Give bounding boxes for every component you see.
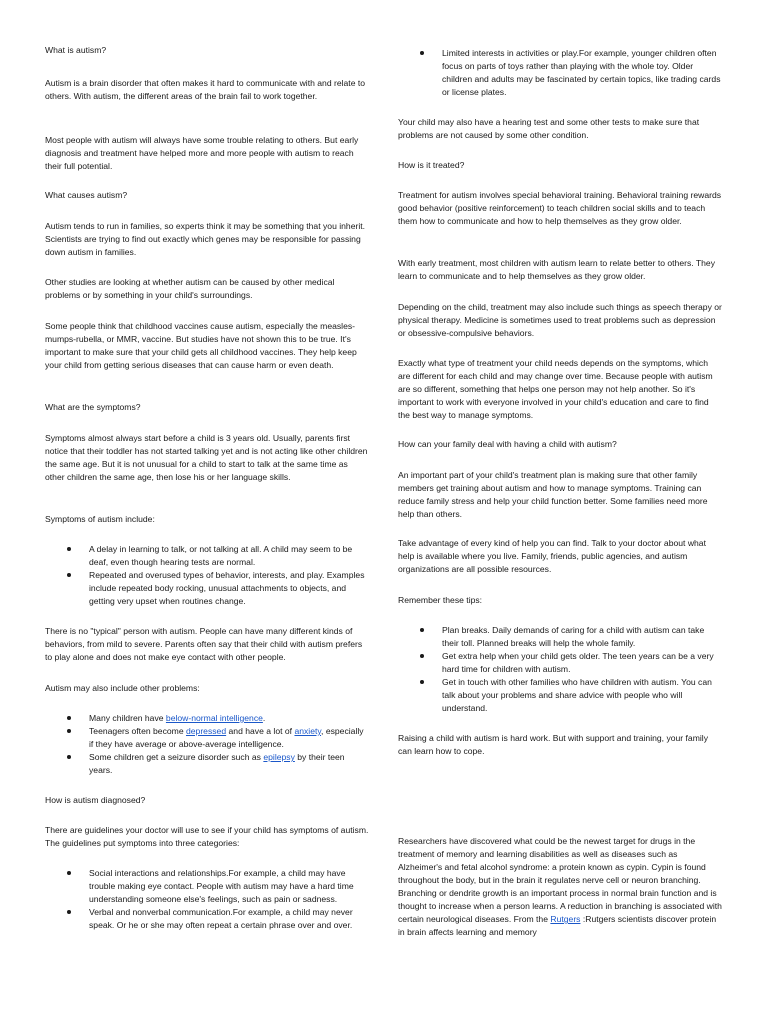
heading-how-treated: How is it treated? xyxy=(398,160,465,170)
paragraph: Your child may also have a hearing test and some other tests to make sure that problems are not caused by some other condition. xyxy=(398,117,700,140)
paragraph: There is no "typical" person with autism. People can have many different kinds of behaviors, from mild to severe. Parents often say that their child with autism prefers to play alone and does not make eye contact with other people. xyxy=(45,626,363,662)
paragraph: Some people think that childhood vaccines cause autism, especially the measles-mumps-rubella, or MMR, vaccine. But studies have not shown this to be true. It's important to make sure that your child gets all childhood vaccines. They help keep your child from getting serious diseases that can cause harm or even death. xyxy=(45,321,357,370)
paragraph-research: Researchers have discovered what could be the newest target for drugs in the treatment of memory and learning disabilities as well as diseases such as Alzheimer's and fetal alcohol syndrome: a protein known as cypin. Cypin is found throughout the body, but in the brain it regulates nerve cell or neuron branching. Branching or dendrite growth is an important process in normal brain function and is thought to increase when a person learns. A reduction in branching is associated with certain neurological diseases. From the Rutgers :Rutgers scientists discover protein in brain affects learning and memory xyxy=(398,836,722,937)
tips-list xyxy=(398,624,722,715)
link-epilepsy[interactable]: epilepsy xyxy=(263,752,295,762)
paragraph: Most people with autism will always have some trouble relating to others. But early diagnosis and treatment have helped more and more people with autism to reach their full potential. xyxy=(45,135,359,171)
heading-tips: Remember these tips: xyxy=(398,595,483,605)
paragraph: Symptoms almost always start before a child is 3 years old. Usually, parents first notice that their toddler has not started talking yet and is not acting like other children the same age. But it is not unusual for a child to start to talk at the same time as other children the same age, then lose his or her language skills. xyxy=(45,433,368,482)
link-below-normal-intelligence[interactable]: below-normal intelligence xyxy=(165,713,263,723)
list-item: Some children get a seizure disorder such as epilepsy by their teen years. xyxy=(45,751,369,777)
heading-other-problems: Autism may also include other problems: xyxy=(45,683,200,693)
paragraph: Autism is a brain disorder that often makes it hard to communicate with and relate to others. With autism, the different areas of the brain fail to work together. xyxy=(45,78,366,101)
list-item: Plan breaks. Daily demands of caring for a child with autism can take their toll. Planned breaks will help the whole family. xyxy=(398,624,722,650)
paragraph: Exactly what type of treatment your child needs depends on the symptoms, which are different for each child and may change over time. Because people with autism are so different, something that helps one person may not help another. So it's important to work with everyone involved in your child's education and care to find the best way to manage symptoms. xyxy=(398,358,713,420)
symptoms-list xyxy=(45,543,369,608)
heading-symptoms-include: Symptoms of autism include: xyxy=(45,514,155,524)
paragraph: Take advantage of every kind of help you can find. Talk to your doctor about what help is available where you live. Family, friends, public agencies, and autism organizations are all possible resources. xyxy=(398,538,706,574)
list-item: Verbal and nonverbal communication.For example, a child may never speak. Or he or she may often repeat a certain phrase over and over. xyxy=(45,906,369,932)
link-depressed[interactable]: depressed xyxy=(185,726,227,736)
heading-how-diagnosed: How is autism diagnosed? xyxy=(45,795,146,805)
paragraph: Autism tends to run in families, so experts think it may be something that you inherit. Scientists are trying to find out exactly which genes may be responsible for passing down autism in families. xyxy=(45,221,366,257)
link-anxiety[interactable]: anxiety xyxy=(294,726,322,736)
list-item: A delay in learning to talk, or not talking at all. A child may seem to be deaf, even though hearing tests are normal. xyxy=(45,543,369,569)
paragraph: With early treatment, most children with autism learn to relate better to others. They learn to communicate and to help themselves as they grow older. xyxy=(398,258,715,281)
categories-list xyxy=(45,867,369,932)
paragraph: Raising a child with autism is hard work. But with support and training, your family can learn how to cope. xyxy=(398,733,708,756)
paragraph: An important part of your child's treatment plan is making sure that other family members get training about autism and how to manage symptoms. Training can reduce family stress and help your child function better. Some families need more help than others. xyxy=(398,470,708,519)
heading-what-causes-autism: What causes autism? xyxy=(45,190,128,200)
list-item: Get in touch with other families who have children with autism. You can talk about your problems and share advice with people who will understand. xyxy=(398,676,722,715)
list-item: Get extra help when your child gets older. The teen years can be a very hard time for children with autism. xyxy=(398,650,722,676)
paragraph: Depending on the child, treatment may also include such things as speech therapy or physical therapy. Medicine is sometimes used to treat problems such as depression or obsessive-compulsive behaviors. xyxy=(398,302,722,338)
paragraph: Other studies are looking at whether autism can be caused by other medical problems or by something in your child's surroundings. xyxy=(45,277,335,300)
list-item: Teenagers often become depressed and have a lot of anxiety, especially if they have average or above-average intelligence. xyxy=(45,725,369,751)
categories-list-continued xyxy=(398,47,722,99)
list-item: Social interactions and relationships.For example, a child may have trouble making eye contact. People with autism may have a hard time understanding someone else's feelings, such as pain or sadness. xyxy=(45,867,369,906)
list-item: Repeated and overused types of behavior, interests, and play. Examples include repeated body rocking, unusual attachments to objects, and getting very upset when routines change. xyxy=(45,569,369,608)
heading-symptoms: What are the symptoms? xyxy=(45,402,141,412)
other-problems-list xyxy=(45,712,369,777)
heading-family: How can your family deal with having a child with autism? xyxy=(398,439,617,449)
list-item: Limited interests in activities or play.For example, younger children often focus on parts of toys rather than playing with the whole toy. Older children and adults may be fascinated by certain topics, like trading cards or license plates. xyxy=(398,47,722,99)
paragraph: Treatment for autism involves special behavioral training. Behavioral training rewards good behavior (positive reinforcement) to teach children social skills and to teach them how to communicate and how to help themselves as they grow older. xyxy=(398,190,722,226)
list-item: Many children have below-normal intelligence. xyxy=(45,712,369,725)
paragraph: There are guidelines your doctor will use to see if your child has symptoms of autism. The guidelines put symptoms into three categories: xyxy=(45,825,369,848)
heading-what-is-autism: What is autism? xyxy=(45,45,107,55)
link-rutgers[interactable]: Rutgers xyxy=(550,914,581,924)
